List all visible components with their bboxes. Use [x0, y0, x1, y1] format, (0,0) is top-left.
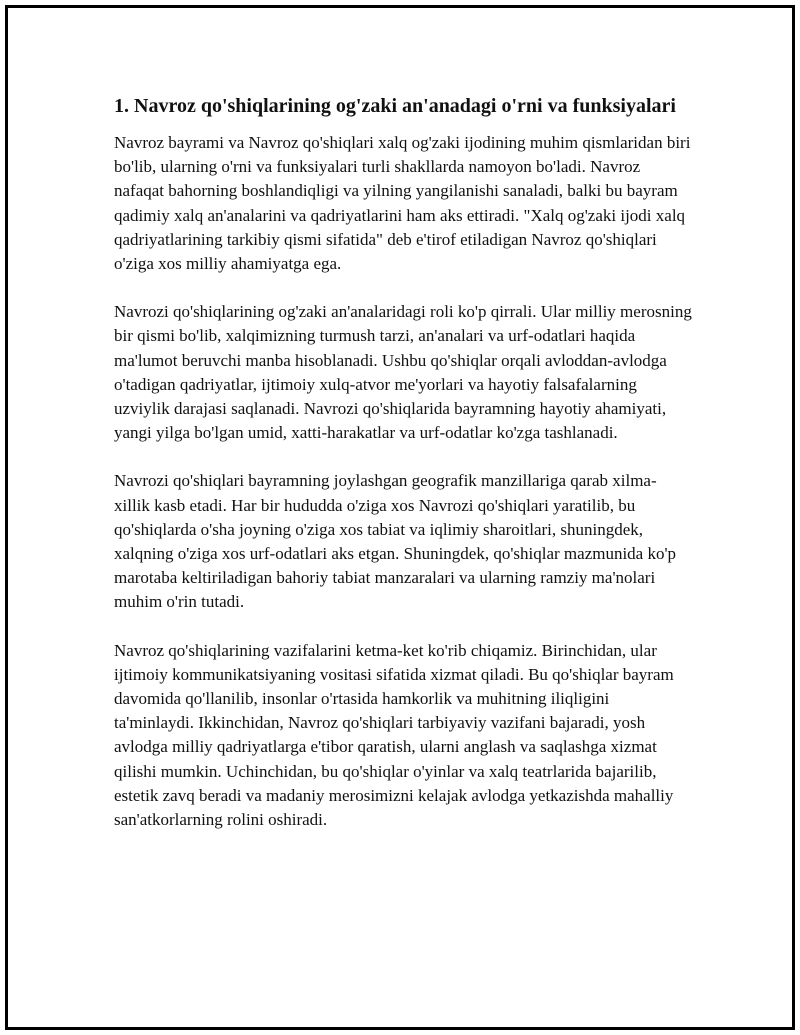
section-heading: 1. Navroz qo'shiqlarining og'zaki an'anadagi o'rni va funksiyalari	[114, 95, 676, 117]
document-body	[114, 92, 692, 856]
paragraph-3: Navrozi qo'shiqlari bayramning joylashgan geografik manzillariga qarab xilma-xillik kasb etadi. Har bir hududda o'ziga xos Navrozi qo'shiqlari yaratilib, bu qo'shiqlarda o'sha joyning o'ziga xos tabiat va iqlimiy sharoitlari, shuningdek, xalqning o'ziga xos urf-odatlari aks etgan. Shuningdek, qo'shiqlar mazmunida ko'p marotaba keltiriladigan bahoriy tabiat manzaralari va ularning ramziy ma'nolari muhim o'rin tutadi.	[114, 471, 677, 612]
paragraph-4: Navroz qo'shiqlarining vazifalarini ketma-ket ko'rib chiqamiz. Birinchidan, ular ijtimoiy kommunikatsiyaning vositasi sifatida xizmat qiladi. Bu qo'shiqlar bayram davomida qo'llanilib, insonlar o'rtasida hamkorlik va muhitning iliqligini ta'minlaydi. Ikkinchidan, Navroz qo'shiqlari tarbiyaviy vazifani bajaradi, yosh avlodga milliy qadriyatlarga e'tibor qaratish, ularni anglash va saqlashga xizmat qilishi mumkin. Uchinchidan, bu qo'shiqlar o'yinlar va xalq teatrlarida bajarilib, estetik zavq beradi va madaniy merosimizni kelajak avlodga yetkazishda mahalliy san'atkorlarning rolini oshiradi.	[114, 640, 674, 830]
paragraph-2: Navrozi qo'shiqlarining og'zaki an'analaridagi roli ko'p qirrali. Ular milliy merosning bir qismi bo'lib, xalqimizning turmush tarzi, an'analari va urf-odatlari haqida ma'lumot beruvchi manba hisoblanadi. Ushbu qo'shiqlar orqali avloddan-avlodga o'tadigan qadriyatlar, ijtimoiy xulq-atvor me'yorlari va hayotiy falsafalarning uzviylik darajasi saqlanadi. Navrozi qo'shiqlarida bayramning hayotiy ahamiyati, yangi yilga bo'lgan umid, xatti-harakatlar va urf-odatlar ko'zga tashlanadi.	[114, 302, 692, 443]
paragraph-1: Navroz bayrami va Navroz qo'shiqlari xalq og'zaki ijodining muhim qismlaridan biri bo'lib, ularning o'rni va funksiyalari turli shakllarda namoyon bo'ladi. Navroz nafaqat bahorning boshlandiqligi va yilning yangilanishi sanaladi, balki bu bayram qadimiy xalq an'analarini va qadriyatlarini ham aks ettiradi. "Xalq og'zaki ijodi xalq qadriyatlarining tarkibiy qismi sifatida" deb e'tirof etiladigan Navroz qo'shiqlari o'ziga xos milliy ahamiyatga ega.	[114, 133, 691, 274]
